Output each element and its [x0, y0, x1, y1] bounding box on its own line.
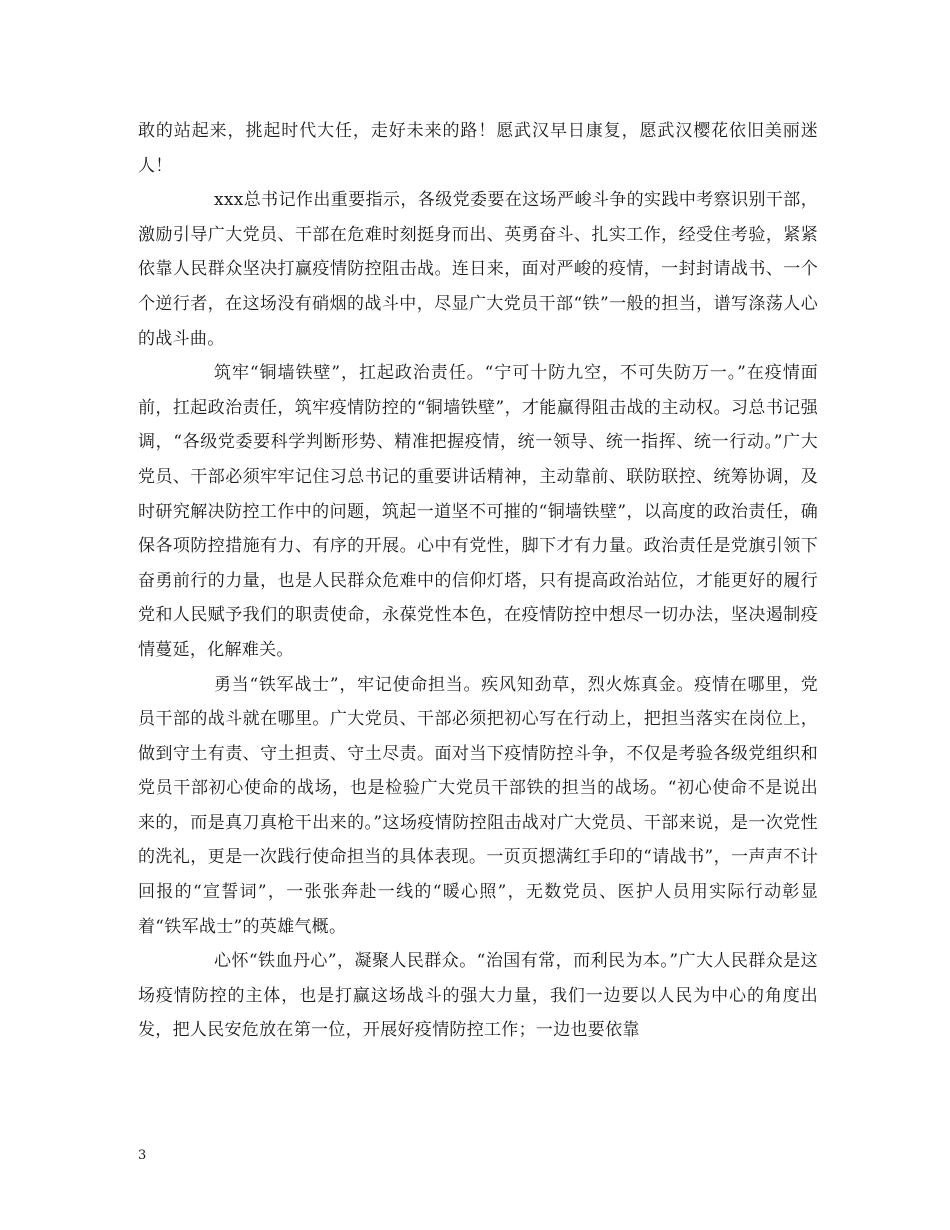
paragraph-2: xxx总书记作出重要指示，各级党委要在这场严峻斗争的实践中考察识别干部，激励引导广大党员、干部在危难时刻挺身而出、英勇奋斗、扎实工作，经受住考验，紧紧依靠人民群众坚决打赢疫情防控阻击战。连日来，面对严峻的疫情，一封封请战书、一个个逆行者，在这场没有硝烟的战斗中，尽显广大党员干部“铁”一般的担当，谱写涤荡人心的战斗曲。 — [138, 190, 818, 349]
paragraph-1: 敢的站起来，挑起时代大任，走好未来的路！愿武汉早日康复，愿武汉樱花依旧美丽迷人！ — [138, 121, 818, 176]
paragraph-4: 勇当“铁军战士”，牢记使命担当。疾风知劲草，烈火炼真金。疫情在哪里，党员干部的战斗就在哪里。广大党员、干部必须把初心写在行动上，把担当落实在岗位上，做到守土有责、守土担责、守土尽责。面对当下疫情防控斗争，不仅是考验各级党组织和党员干部初心使命的战场，也是检验广大党员干部铁的担当的战场。“初心使命不是说出来的，而是真刀真枪干出来的。”这场疫情防控阻击战对广大党员、干部来说，是一次党性的洗礼，更是一次践行使命担当的具体表现。一页页摁满红手印的“请战书”，一声声不计回报的“宣誓词”，一张张奔赴一线的“暖心照”，无数党员、医护人员用实际行动彰显着“铁军战士”的英雄气概。 — [138, 674, 818, 937]
page-number: 3 — [138, 1148, 147, 1163]
paragraph-3: 筑牢“铜墙铁壁”，扛起政治责任。“宁可十防九空，不可失防万一。”在疫情面前，扛起政治责任，筑牢疫情防控的“铜墙铁壁”，才能赢得阻击战的主动权。习总书记强调，“各级党委要科学判断形势、精准把握疫情，统一领导、统一指挥、统一行动。”广大党员、干部必须牢牢记住习总书记的重要讲话精神，主动靠前、联防联控、统筹协调，及时研究解决防控工作中的问题，筑起一道坚不可摧的“铜墙铁壁”，以高度的政治责任，确保各项防控措施有力、有序的开展。心中有党性，脚下才有力量。政治责任是党旗引领下奋勇前行的力量，也是人民群众危难中的信仰灯塔，只有提高政治站位，才能更好的履行党和人民赋予我们的职责使命，永葆党性本色，在疫情防控中想尽一切办法，坚决遏制疫情蔓延，化解难关。 — [138, 363, 818, 660]
paragraph-5: 心怀“铁血丹心”，凝聚人民群众。“治国有常，而利民为本。”广大人民群众是这场疫情防控的主体，也是打赢这场战斗的强大力量，我们一边要以人民为中心的角度出发，把人民安危放在第一位，开展好疫情防控工作；一边也要依靠 — [138, 951, 818, 1041]
document-body — [138, 114, 818, 1048]
